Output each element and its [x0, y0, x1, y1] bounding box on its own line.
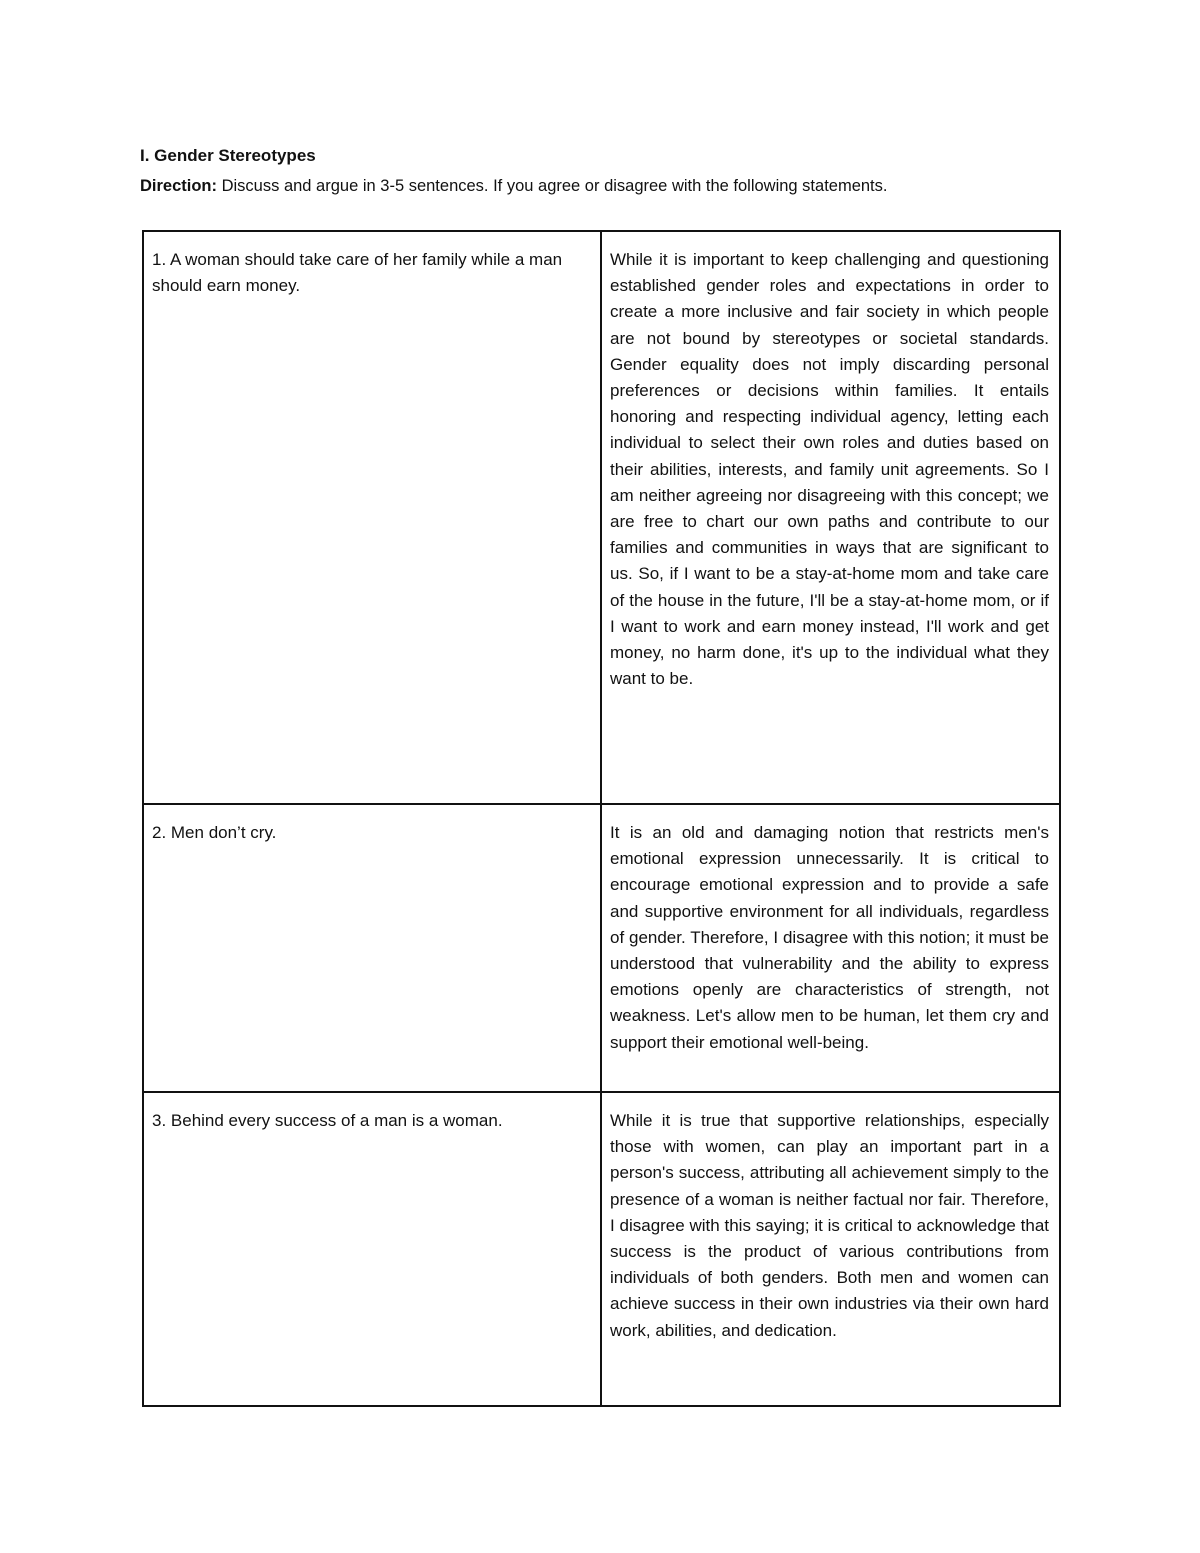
- direction-text: Discuss and argue in 3-5 sentences. If you agree or disagree with the following statements.: [217, 177, 888, 195]
- answer-cell: While it is true that supportive relationships, especially those with women, can play an important part in a person's success, attributing all achievement simply to the presence of a woman is neither factual nor fair. Therefore, I disagree with this saying; it is critical to acknowledge that success is the product of various contributions from individuals of both genders. Both men and women can achieve success in their own industries via their own hard work, abilities, and dedication.: [601, 1092, 1060, 1406]
- section-title: I. Gender Stereotypes: [140, 146, 316, 165]
- direction-line: [140, 174, 887, 198]
- table-row: [143, 1092, 1060, 1406]
- statement-cell: 3. Behind every success of a man is a woman.: [143, 1092, 601, 1406]
- statement-cell: 1. A woman should take care of her family while a man should earn money.: [143, 231, 601, 804]
- table-row: [143, 231, 1060, 804]
- statement-cell: 2. Men don’t cry.: [143, 804, 601, 1092]
- stereotypes-table: [142, 230, 1061, 1407]
- table-row: [143, 804, 1060, 1092]
- answer-cell: While it is important to keep challenging and questioning established gender roles and expectations in order to create a more inclusive and fair society in which people are not bound by stereotypes or societal standards. Gender equality does not imply discarding personal preferences or decisions within families. It entails honoring and respecting individual agency, letting each individual to select their own roles and duties based on their abilities, interests, and family unit agreements. So I am neither agreeing nor disagreeing with this concept; we are free to chart our own paths and contribute to our families and communities in ways that are significant to us. So, if I want to be a stay-at-home mom and take care of the house in the future, I'll be a stay-at-home mom, or if I want to work and earn money instead, I'll work and get money, no harm done, it's up to the individual what they want to be.: [601, 231, 1060, 804]
- direction-label: Direction:: [140, 177, 218, 195]
- answer-cell: It is an old and damaging notion that restricts men's emotional expression unnecessarily. It is critical to encourage emotional expression and to provide a safe and supportive environment for all individuals, regardless of gender. Therefore, I disagree with this notion; it must be understood that vulnerability and the ability to express emotions openly are characteristics of strength, not weakness. Let's allow men to be human, let them cry and support their emotional well-being.: [601, 804, 1060, 1092]
